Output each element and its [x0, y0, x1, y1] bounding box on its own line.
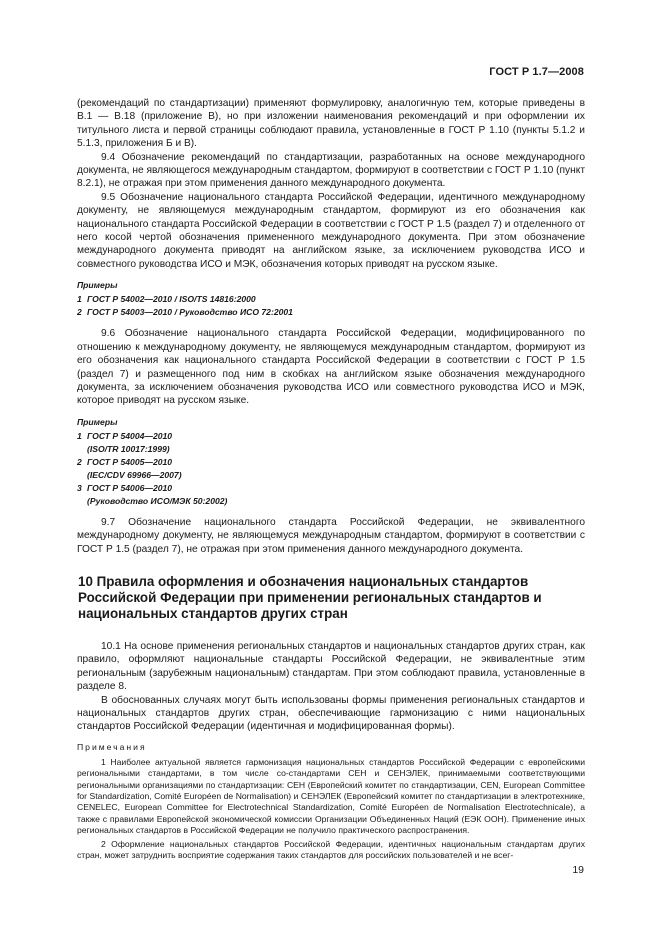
- notes-title: Примечания: [77, 741, 147, 752]
- examples-block-1: [77, 279, 585, 319]
- example-item-sub: (IEC/CDV 69966—2007): [87, 469, 182, 480]
- paragraph-9-4: 9.4 Обозначение рекомендаций по стандартизации, разработанных на основе международного документа, не являющегося международным стандартом, формируют в соответствии с ГОСТ Р 1.10 (пункт 8.2.1), не отражая при этом применения данного международного документа.: [77, 151, 585, 190]
- example-item: 1 ГОСТ Р 54002—2010 / ISO/TS 14816:2000: [77, 294, 256, 305]
- examples-block-2: [77, 416, 585, 508]
- examples-title: Примеры: [77, 280, 118, 291]
- paragraph-9-5: 9.5 Обозначение национального стандарта Российской Федерации, идентичного международному документу, не являющемуся международным стандартом, формируют из его обозначения как национального стандарта Российской Федерации в соответствии с ГОСТ Р 1.5 (раздел 7) и отделенного от него косой чертой обозначения примененного международного документа. При этом обозначение международного документа приводят на английском языке, за исключением руководства ИСО и совместного руководства ИСО и МЭК, обозначения которых приводят на русском языке.: [77, 191, 585, 270]
- example-item: 3 ГОСТ Р 54006—2010: [77, 482, 173, 493]
- page-content: [77, 97, 585, 863]
- page-number: 19: [572, 864, 584, 876]
- paragraph-continued: (рекомендаций по стандартизации) применяют формулировку, аналогичную тем, которые приведены в В.1 — В.18 (приложение В), но при изложении наименования рекомендаций и при оформлении их титульного листа и первой страницы соблюдают правила, установленные в ГОСТ Р 1.10 (пункты 5.1.2 и 5.1.3, приложения Б и В).: [77, 98, 585, 150]
- note-2: 2 Оформление национальных стандартов Российской Федерации, идентичных национальным стандартам других стран, может затруднить восприятие содержания таких стандартов для российских пользователей и не всег-: [77, 838, 585, 861]
- document-code-header: ГОСТ Р 1.7—2008: [489, 66, 584, 78]
- paragraph-9-6: 9.6 Обозначение национального стандарта Российской Федерации, модифицированного по отношению к международному документу, не являющемуся международным стандартом, формируют из его обозначения как национального стандарта Российской Федерации в соответствии с ГОСТ Р 1.5 (раздел 7) и размещенного под ним в скобках на английском языке обозначения международного документа, за исключением обозначения руководства ИСО или совместного руководства ИСО и МЭК, которое приводят на русском языке.: [77, 328, 585, 407]
- paragraph-10-1: 10.1 На основе применения региональных стандартов и национальных стандартов других стран, как правило, оформляют национальные стандарты Российской Федерации, не эквивалентные этим региональным (зарубежным национальным) стандартам. При этом соблюдают правила, установленные в разделе 8.: [77, 640, 585, 693]
- paragraph-9-7: 9.7 Обозначение национального стандарта Российской Федерации, не эквивалентного международному документу, не являющемуся международным стандартом, формируют в соответствии с ГОСТ Р 1.5 (раздел 7), не отражая при этом применения данного международного документа.: [77, 516, 585, 555]
- example-item-sub: (Руководство ИСО/МЭК 50:2002): [87, 495, 228, 506]
- paragraph-10-1-continued: В обоснованных случаях могут быть использованы формы применения региональных стандартов и национальных стандартов других стран, обеспечивающие гармонизацию с ними национальных стандартов Российской Федерации (идентичная и модифицированная формы).: [77, 694, 585, 733]
- example-item-sub: (ISO/TR 10017:1999): [87, 443, 170, 454]
- note-1: 1 Наиболее актуальной является гармонизация национальных стандартов Российской Федерации с европейскими региональными стандартами, в том числе со-стандартами СЕН и СЕНЭЛЕК, принимаемыми соответствующими региональными организациями по стандартизации: СЕН (Европейский комитет по стандартизации, CEN, European Committee for Standardization, Comité Européen de Normalisation) и СЕНЭЛЕК (Европейский комитет по стандартизации в электротехнике, CENELEC, European Committee for Electrotechnical Standardization, Comité Européen de Normalisation Electrotechnicale), а также с правилами Европейской экономической комиссии Организации Объединенных Наций (ЕЭК ООН). Применение иных региональных стандартов в Российской Федерации не получило практического распространения.: [77, 756, 585, 836]
- example-item: 2 ГОСТ Р 54005—2010: [77, 456, 173, 467]
- example-item: 1 ГОСТ Р 54004—2010: [77, 430, 173, 441]
- example-item: 2 ГОСТ Р 54003—2010 / Руководство ИСО 72:2001: [77, 307, 293, 318]
- examples-title: Примеры: [77, 416, 118, 427]
- section-10-title: 10 Правила оформления и обозначения национальных стандартов Российской Федерации при применении региональных стандартов и национальных стандартов других стран: [78, 573, 542, 621]
